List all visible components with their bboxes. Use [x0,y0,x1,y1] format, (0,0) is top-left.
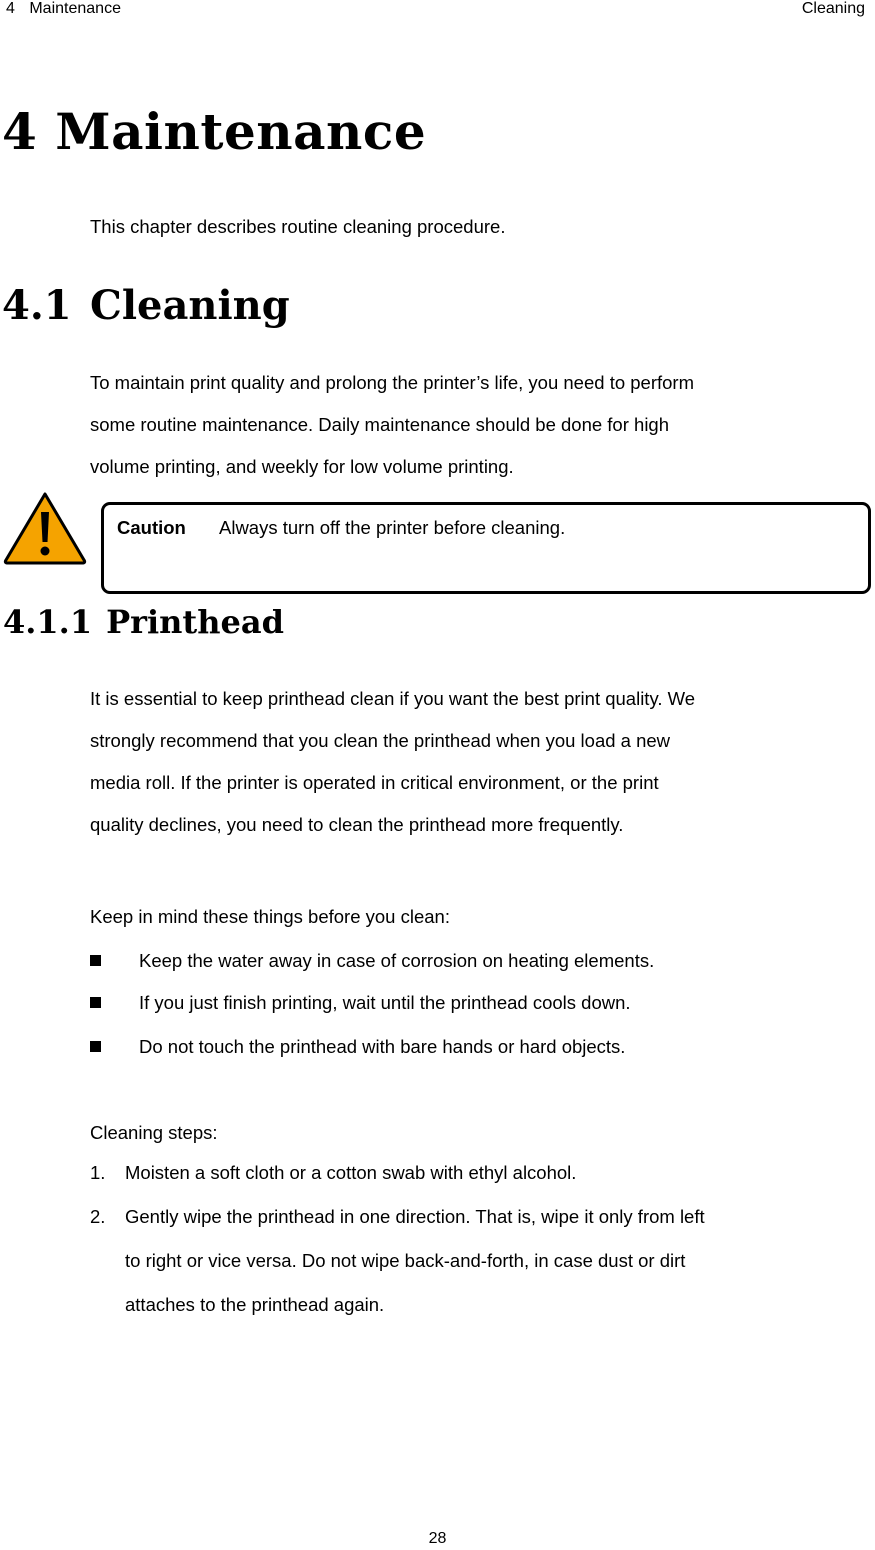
subsection-paragraph-line: media roll. If the printer is operated in critical environment, or the print [90,772,659,793]
keep-in-mind-intro: Keep in mind these things before you clean: [90,906,450,927]
square-bullet-icon [90,955,101,966]
page-number: 28 [428,1530,447,1547]
section-title [2,280,290,332]
section-paragraph-line: volume printing, and weekly for low volume printing. [90,456,514,477]
chapter-title-text: Maintenance [55,102,427,161]
list-item-text: If you just finish printing, wait until the printhead cools down. [139,992,631,1013]
running-header-section: Cleaning [801,0,865,17]
square-bullet-icon [90,1041,101,1052]
step-number: 1. [90,1162,106,1183]
list-item-text: Keep the water away in case of corrosion on heating elements. [139,950,655,971]
subsection-paragraph-line: It is essential to keep printhead clean if you want the best print quality. We [90,688,696,709]
chapter-title [2,100,426,164]
chapter-number: 4 [2,102,38,161]
subsection-paragraph-line: quality declines, you need to clean the printhead more frequently. [90,814,624,835]
subsection-number: 4.1.1 [3,603,93,641]
chapter-intro: This chapter describes routine cleaning procedure. [90,216,506,237]
caution-text: Always turn off the printer before cleaning. [219,517,566,538]
section-paragraph-line: some routine maintenance. Daily maintenance should be done for high [90,414,670,435]
warning-triangle-icon [2,490,88,566]
step-text-line: to right or vice versa. Do not wipe back-and-forth, in case dust or dirt [125,1250,686,1271]
section-number: 4.1 [2,282,72,329]
subsection-paragraph-line: strongly recommend that you clean the printhead when you load a new [90,730,671,751]
step-text-line: attaches to the printhead again. [125,1294,385,1315]
step-text-line: Moisten a soft cloth or a cotton swab with ethyl alcohol. [125,1162,577,1183]
cleaning-steps-title: Cleaning steps: [90,1122,218,1143]
step-text-line: Gently wipe the printhead in one direction. That is, wipe it only from left [125,1206,705,1227]
section-paragraph-line: To maintain print quality and prolong the printer’s life, you need to perform [90,372,694,393]
caution-label: Caution [117,517,186,538]
step-number: 2. [90,1206,106,1227]
subsection-title [3,600,284,644]
square-bullet-icon [90,997,101,1008]
list-item-text: Do not touch the printhead with bare hands or hard objects. [139,1036,626,1057]
subsection-title-text: Printhead [106,603,284,641]
running-header-chapter: 4 Maintenance [6,0,121,17]
section-title-text: Cleaning [90,282,290,329]
